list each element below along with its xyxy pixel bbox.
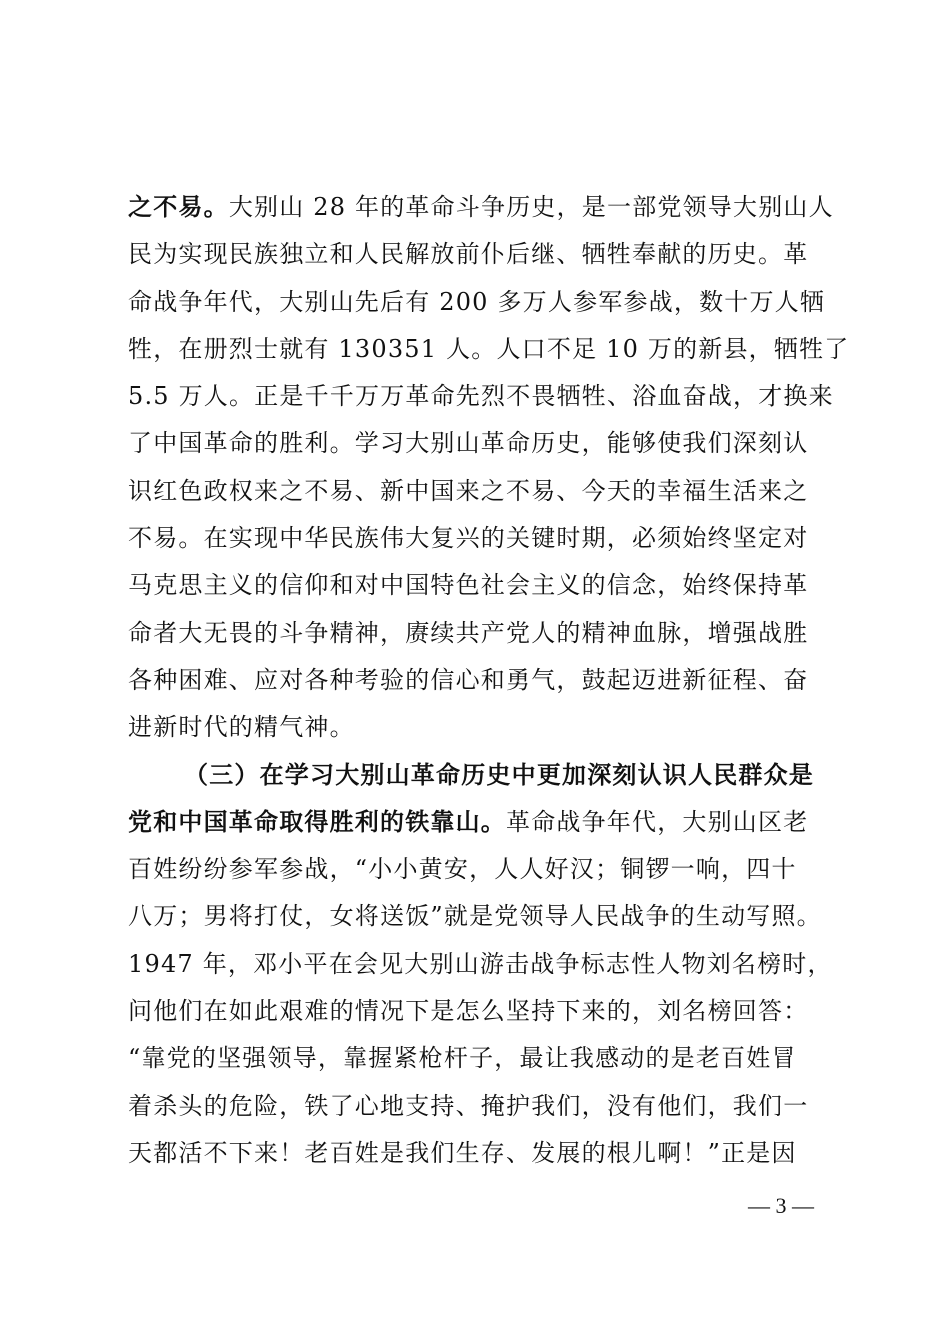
text-run: 马克思主义的信仰和对中国特色社会主义的信念，始终保持革 [128, 571, 809, 600]
text-run: 着杀头的危险，铁了心地支持、掩护我们，没有他们，我们一 [128, 1091, 809, 1120]
text-run: “靠党的坚强领导，靠握紧枪杆子，最让我感动的是老百姓冒 [128, 1044, 797, 1073]
body-text [128, 184, 850, 1177]
text-run: 牲，在册烈士就有 130351 人。人口不足 10 万的新县，牺牲了 [128, 334, 850, 363]
text-line [128, 1035, 838, 1082]
section-heading-line [128, 752, 838, 799]
text-run: 百姓纷纷参军参战，“小小黄安，人人好汉；铜锣一响，四十 [128, 855, 797, 884]
text-line [128, 893, 838, 940]
text-line [128, 231, 838, 278]
text-run: 民为实现民族独立和人民解放前仆后继、牺牲奉献的历史。革 [128, 240, 809, 269]
text-run: 1947 年，邓小平在会见大别山游击战争标志性人物刘名榜时， [128, 949, 833, 978]
text-line [128, 799, 838, 846]
text-run: 大别山 28 年的革命斗争历史，是一部党领导大别山人 [228, 193, 834, 221]
text-line [128, 846, 838, 893]
section-heading: （三）在学习大别山革命历史中更加深刻认识人民群众是 [184, 760, 814, 789]
text-line [128, 1130, 838, 1177]
page-number: — 3 — [748, 1193, 814, 1218]
text-line [128, 657, 838, 704]
text-run: 八万；男将打仗，女将送饭”就是党领导人民战争的生动写照。 [128, 902, 822, 931]
text-line [128, 420, 838, 467]
text-line [128, 704, 838, 751]
text-line [128, 184, 838, 231]
text-run: 天都活不下来！老百姓是我们生存、发展的根儿啊！”正是因 [128, 1138, 797, 1167]
text-line [128, 515, 838, 562]
text-line [128, 373, 838, 420]
text-line [128, 562, 838, 609]
text-line [128, 988, 838, 1035]
text-run: 各种困难、应对各种考验的信心和勇气，鼓起迈进新征程、奋 [128, 665, 809, 694]
text-run: 5.5 万人。正是千千万万革命先烈不畏牺牲、浴血奋战，才换来 [128, 382, 834, 411]
text-line [128, 468, 838, 515]
text-run: 革命战争年代，大别山区老 [506, 807, 809, 836]
bold-run: 之不易。 [128, 193, 229, 221]
text-line [128, 279, 838, 326]
text-line [128, 326, 850, 373]
text-run: 命战争年代，大别山先后有 200 多万人参军参战，数十万人牺 [128, 287, 826, 316]
text-run: 了中国革命的胜利。学习大别山革命历史，能够使我们深刻认 [128, 429, 809, 458]
text-run: 问他们在如此艰难的情况下是怎么坚持下来的，刘名榜回答： [128, 997, 809, 1026]
text-run: 进新时代的精气神。 [128, 713, 355, 742]
bold-run: 党和中国革命取得胜利的铁靠山。 [128, 807, 506, 836]
text-line [128, 941, 838, 988]
text-line [128, 1083, 838, 1130]
text-run: 不易。在实现中华民族伟大复兴的关键时期，必须始终坚定对 [128, 524, 809, 553]
text-line [128, 610, 838, 657]
text-run: 识红色政权来之不易、新中国来之不易、今天的幸福生活来之 [128, 476, 809, 505]
text-run: 命者大无畏的斗争精神，赓续共产党人的精神血脉，增强战胜 [128, 618, 809, 647]
